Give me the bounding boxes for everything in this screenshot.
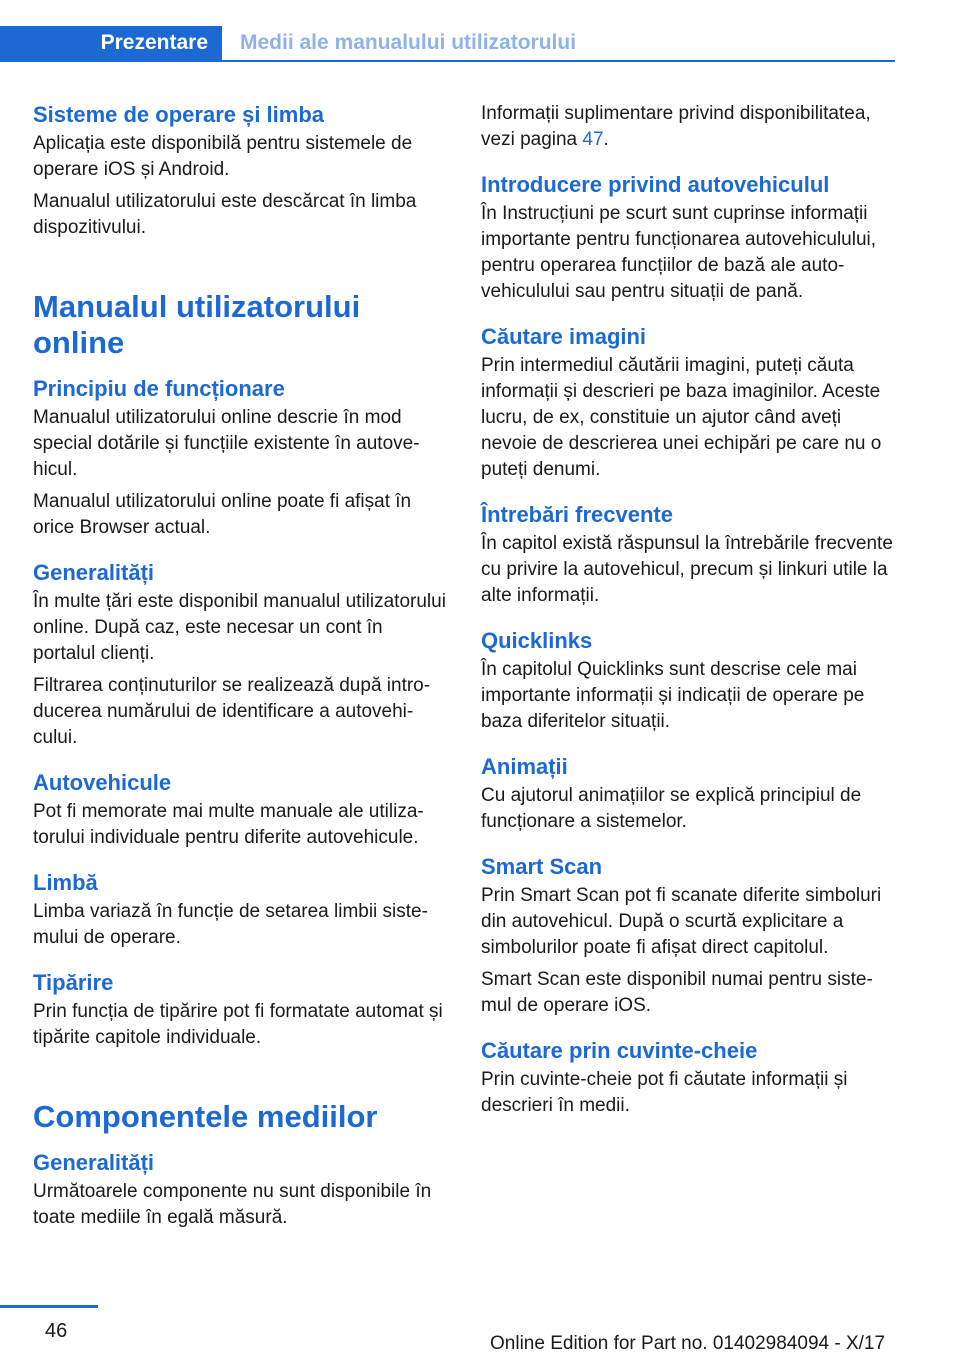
tab-medii-manual[interactable]: Medii ale manualului utilizatorului [240,31,577,54]
section-title-general: Generalități [33,560,155,585]
section-title-os-language: Sisteme de operare și limba [33,102,325,127]
paragraph: În multe țări este disponibil manualul utilizatorului online. După caz, este necesar un cont în portalul clienți. [33,591,446,664]
paragraph: Manualul utilizatorului este descărcat în limba dispozitivului. [33,191,417,238]
section-title-general-2: Generalități [33,1150,155,1175]
section-title-print: Tipărire [33,970,114,995]
section-title-vehicles: Autovehicule [33,770,172,795]
paragraph: Prin Smart Scan pot fi scanate diferite simboluri din autovehicul. După o scurtă explicitare a simbolurilor poate fi afișat direct capitolul. [481,885,882,958]
left-column [33,101,448,1237]
availability-end: . [603,129,609,150]
tab-prezentare[interactable]: Prezentare [0,26,222,60]
heading-media-components: Componentele mediilor [33,1099,378,1134]
section-title-animations: Animații [481,754,568,779]
section-title-faq: Întrebări frecvente [481,502,673,527]
paragraph: Prin cuvinte-cheie pot fi căutate informații și descrieri în medii. [481,1069,848,1116]
page-link-47[interactable]: 47 [582,129,604,150]
edition-text: Online Edition for Part no. 01402984094 - X/17 [490,1333,886,1354]
section-title-keyword-search: Căutare prin cuvinte-cheie [481,1038,758,1063]
heading-online-manual: Manualul utilizatorului online [33,289,361,360]
right-column [481,101,896,1125]
section-title-smart-scan: Smart Scan [481,854,603,879]
paragraph: Smart Scan este disponibil numai pentru sistemul de operare iOS. [481,969,873,1016]
paragraph: Prin funcția de tipărire pot fi formatate automat și tipărite capitole individuale. [33,1001,443,1048]
availability-text: Informații suplimentare privind disponibilitatea, vezi pagina [481,103,871,150]
paragraph: Prin intermediul căutării imagini, puteți căuta informații și descrieri pe baza imaginilor. Aceste lucru, de ex, constituie un ajutor când aveți nevoie de descrierea unei echipări pe care nu o puteți denumi. [481,355,882,480]
page-number: 46 [45,1320,68,1342]
footer-rule [0,1305,98,1308]
paragraph: Următoarele componente nu sunt disponibile în toate mediile în egală măsură. [33,1181,432,1228]
paragraph: Limba variază în funcție de setarea limbii sistemului de operare. [33,901,428,948]
page-header [0,26,895,62]
paragraph: Pot fi memorate mai multe manuale ale utilizatorului individuale pentru diferite autovehicule. [33,801,424,848]
section-title-vehicle-intro: Introducere privind autovehiculul [481,172,830,197]
paragraph: Manualul utilizatorului online poate fi afișat în orice Browser actual. [33,491,412,538]
paragraph: Manualul utilizatorului online descrie în mod special dotările și funcțiile existente în autovehicul. [33,407,420,480]
paragraph: Cu ajutorul animațiilor se explică principiul de funcționare a sistemelor. [481,785,862,832]
paragraph: În capitolul Quicklinks sunt descrise cele mai importante informații și indicații de operare pe baza diferitelor situații. [481,659,865,732]
section-title-principle: Principiu de funcționare [33,376,285,401]
paragraph: În Instrucțiuni pe scurt sunt cuprinse informații importante pentru funcționarea autovehiculului, pentru operarea funcțiilor de bază ale autovehiculului sau pentru situații de pană. [481,203,877,302]
section-title-image-search: Căutare imagini [481,324,647,349]
section-title-quicklinks: Quicklinks [481,628,593,653]
paragraph: Aplicația este disponibilă pentru sistemele de operare iOS și Android. [33,133,413,180]
paragraph: Filtrarea conținuturilor se realizează după introducerea numărului de identificare a autovehicului. [33,675,431,748]
paragraph-availability [481,101,896,153]
section-title-language: Limbă [33,870,98,895]
paragraph: În capitol există răspunsul la întrebările frecvente cu privire la autovehicul, precum și linkuri utile la alte informații. [481,533,893,606]
